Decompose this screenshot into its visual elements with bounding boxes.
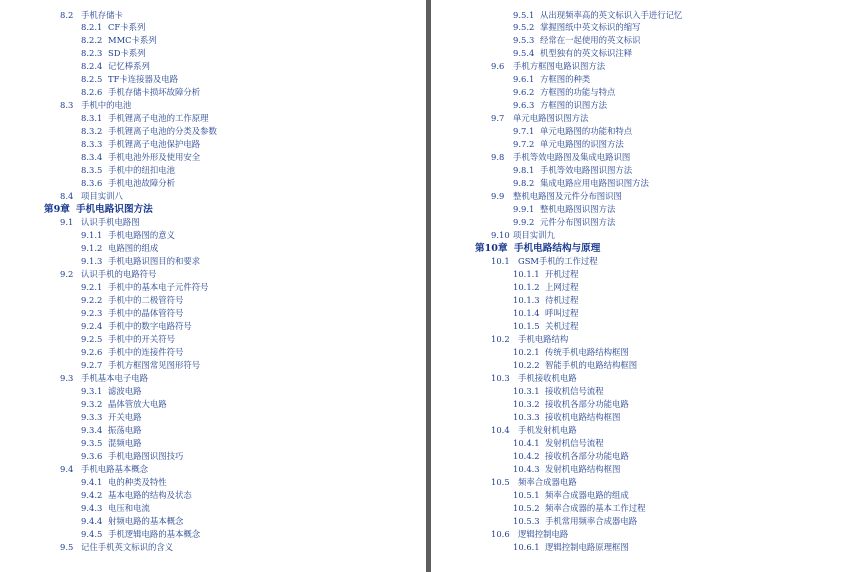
toc-section[interactable] — [431, 372, 861, 385]
toc-entry-number: 10.2.2 — [513, 359, 540, 370]
toc-entry-title: 开机过程 — [545, 269, 579, 280]
toc-section[interactable] — [431, 229, 861, 242]
toc-entry-number: 9.3.2 — [81, 398, 103, 409]
toc-entry-number: 9.7 — [491, 113, 505, 124]
toc-subsection[interactable] — [431, 9, 861, 22]
toc-entry-title: 晶体管放大电路 — [108, 398, 167, 409]
toc-entry-number: 8.2.5 — [81, 74, 103, 85]
toc-entry-number: 10.5.1 — [513, 489, 540, 500]
toc-subsection[interactable] — [0, 333, 426, 346]
toc-entry-number: 10.1.2 — [513, 282, 540, 293]
toc-subsection[interactable] — [0, 346, 426, 359]
toc-subsection[interactable] — [0, 359, 426, 372]
toc-entry-title: 接收机电路结构框图 — [545, 411, 621, 422]
toc-entry-title: 手机中的二极管符号 — [108, 295, 184, 306]
toc-entry-number: 10.1.5 — [513, 321, 540, 332]
toc-entry-number: 8.2.2 — [81, 35, 103, 46]
toc-entry-title: 射频电路的基本概念 — [108, 515, 184, 526]
toc-subsection[interactable] — [0, 476, 426, 489]
toc-subsection[interactable] — [0, 242, 426, 255]
toc-entry-title: 元件分布图识图方法 — [540, 217, 616, 228]
toc-entry-number: 9.6.1 — [513, 74, 535, 85]
toc-entry-title: 记住手机英文标识的含义 — [81, 541, 174, 552]
toc-entry-number: 8.3.2 — [81, 126, 103, 137]
toc-entry-title: GSM手机的工作过程 — [518, 256, 598, 267]
toc-entry-number: 10.3 — [491, 372, 510, 383]
toc-entry-number: 9.1.3 — [81, 256, 103, 267]
toc-entry-number: 9.4.2 — [81, 489, 103, 500]
toc-entry-number: 9.3.3 — [81, 411, 103, 422]
toc-subsection[interactable] — [431, 281, 861, 294]
toc-subsection[interactable] — [431, 437, 861, 450]
toc-entry-title: 单元电路图识图方法 — [513, 113, 589, 124]
toc-entry-title: 智能手机的电路结构框图 — [545, 359, 638, 370]
toc-subsection[interactable] — [431, 385, 861, 398]
toc-subsection[interactable] — [0, 151, 426, 164]
toc-entry-title: 手机方框图电路识图方法 — [513, 61, 606, 72]
toc-entry-title: 逻辑控制电路原理框图 — [545, 541, 629, 552]
toc-subsection[interactable] — [431, 138, 861, 151]
toc-subsection[interactable] — [0, 73, 426, 86]
toc-entry-number: 10.4 — [491, 424, 510, 435]
toc-entry-title: 手机中的连接件符号 — [108, 346, 184, 357]
toc-entry-title: 手机锂离子电池的工作原理 — [108, 113, 209, 124]
toc-entry-title: 电路图的组成 — [108, 243, 159, 254]
toc-entry-number: 9.7.2 — [513, 139, 535, 150]
toc-entry-number: 10.1 — [491, 256, 510, 267]
toc-entry-title: 手机电路识图方法 — [76, 204, 153, 216]
toc-entry-number: 9.4.1 — [81, 476, 103, 487]
toc-entry-title: 手机中的开关符号 — [108, 334, 175, 344]
toc-entry-number: 9.3.5 — [81, 437, 103, 448]
toc-entry-title: 待机过程 — [545, 295, 579, 306]
toc-subsection[interactable] — [431, 502, 861, 515]
toc-entry-number: 9.5.3 — [513, 35, 535, 46]
toc-entry-title: 手机电池故障分析 — [108, 178, 175, 189]
toc-entry-number: 10.4.3 — [513, 463, 540, 474]
toc-entry-title: 项目实训八 — [81, 191, 123, 202]
toc-entry-number: 8.2.3 — [81, 48, 103, 59]
toc-entry-title: 混频电路 — [108, 437, 142, 448]
toc-subsection[interactable] — [431, 47, 861, 60]
toc-subsection[interactable] — [431, 411, 861, 424]
toc-entry-title: 手机锂离子电池保护电路 — [108, 139, 201, 150]
toc-subsection[interactable] — [431, 99, 861, 112]
toc-entry-number: 9.6 — [491, 61, 505, 72]
toc-entry-number: 9.1.1 — [81, 230, 103, 241]
toc-subsection[interactable] — [0, 502, 426, 515]
toc-entry-number: 9.2.4 — [81, 321, 103, 332]
toc-entry-title: 手机等效电路图识图方法 — [540, 165, 633, 176]
toc-entry-number: 10.3.2 — [513, 398, 540, 409]
toc-entry-title: 手机等效电路图及集成电路识图 — [513, 152, 631, 163]
toc-subsection[interactable] — [0, 138, 426, 151]
toc-subsection[interactable] — [431, 463, 861, 476]
toc-subsection[interactable] — [0, 411, 426, 424]
toc-section[interactable] — [431, 255, 861, 268]
toc-subsection[interactable] — [0, 255, 426, 268]
toc-entry-title: 手机电路图的意义 — [108, 230, 175, 241]
toc-entry-number: 9.3.4 — [81, 424, 103, 435]
toc-subsection[interactable] — [0, 294, 426, 307]
toc-entry-title: 手机发射机电路 — [518, 424, 577, 435]
toc-page-left — [0, 0, 426, 572]
toc-entry-number: 8.2.1 — [81, 22, 103, 33]
toc-entry-number: 8.3 — [60, 100, 74, 111]
toc-entry-number: 10.1.3 — [513, 295, 540, 306]
toc-entry-number: 9.2.5 — [81, 334, 103, 344]
toc-entry-number: 10.1.4 — [513, 308, 540, 319]
toc-chapter[interactable] — [0, 203, 426, 216]
toc-entry-title: 手机中的晶体管符号 — [108, 308, 184, 319]
toc-subsection[interactable] — [431, 346, 861, 359]
toc-entry-title: 手机基本电子电路 — [81, 372, 148, 383]
toc-entry-number: 10.2.1 — [513, 346, 540, 357]
toc-entry-title: 电的种类及特性 — [108, 476, 167, 487]
toc-entry-number: 9.9 — [491, 191, 505, 202]
toc-entry-number: 10.1.1 — [513, 269, 540, 280]
toc-entry-number: 8.3.4 — [81, 152, 103, 163]
toc-entry-number: 9.3.6 — [81, 450, 103, 461]
toc-entry-number: 9.8.2 — [513, 178, 535, 189]
toc-subsection[interactable] — [431, 73, 861, 86]
toc-entry-number: 9.9.1 — [513, 204, 535, 215]
toc-entry-title: 从出现频率高的英文标识入手进行记忆 — [540, 9, 683, 20]
toc-subsection[interactable] — [0, 125, 426, 138]
toc-entry-title: 手机中的纽扣电池 — [108, 165, 175, 176]
toc-entry-title: SD卡系列 — [108, 48, 146, 59]
toc-entry-title: 频率合成器电路 — [518, 476, 577, 487]
toc-section[interactable] — [0, 99, 426, 112]
toc-entry-number: 9.8.1 — [513, 165, 535, 176]
toc-entry-number: 10.4.2 — [513, 450, 540, 461]
toc-entry-number: 10.5.2 — [513, 502, 540, 513]
toc-entry-number: 9.3 — [60, 372, 74, 383]
toc-entry-title: 基本电路的结构及状态 — [108, 489, 192, 500]
toc-entry-title: 方框图的种类 — [540, 74, 591, 85]
toc-entry-number: 9.1.2 — [81, 243, 103, 254]
toc-entry-number: 8.2 — [60, 9, 74, 20]
toc-subsection[interactable] — [0, 424, 426, 437]
toc-entry-title: 发射机信号流程 — [545, 437, 604, 448]
toc-entry-title: 上网过程 — [545, 282, 579, 293]
toc-entry-title: 开关电路 — [108, 411, 142, 422]
toc-entry-title: 单元电路图的识图方法 — [540, 139, 624, 150]
toc-entry-number: 9.2.3 — [81, 308, 103, 319]
toc-entry-title: 手机逻辑电路的基本概念 — [108, 528, 201, 539]
toc-entry-number: 9.5.2 — [513, 22, 535, 33]
toc-entry-number: 9.6.2 — [513, 87, 535, 98]
toc-entry-title: 发射机电路结构框图 — [545, 463, 621, 474]
toc-entry-title: 手机电路图识图技巧 — [108, 450, 184, 461]
toc-subsection[interactable] — [0, 177, 426, 190]
toc-subsection[interactable] — [0, 450, 426, 463]
toc-entry-title: 传统手机电路结构框图 — [545, 346, 629, 357]
toc-subsection[interactable] — [0, 112, 426, 125]
toc-subsection[interactable] — [0, 34, 426, 47]
toc-section[interactable] — [431, 60, 861, 73]
toc-entry-title: 关机过程 — [545, 321, 579, 332]
toc-subsection[interactable] — [431, 541, 861, 554]
toc-entry-number: 9.10 — [491, 230, 510, 241]
toc-section[interactable] — [431, 424, 861, 437]
toc-subsection[interactable] — [431, 307, 861, 320]
toc-entry-title: 手机电路识图目的和要求 — [108, 256, 201, 267]
toc-entry-title: 单元电路图的功能和特点 — [540, 126, 633, 137]
toc-entry-title: 频率合成器的基本工作过程 — [545, 502, 646, 513]
toc-subsection[interactable] — [0, 281, 426, 294]
toc-subsection[interactable] — [0, 515, 426, 528]
toc-entry-title: 记忆棒系列 — [108, 61, 150, 72]
toc-entry-number: 9.5.4 — [513, 48, 535, 59]
toc-entry-title: 手机中的数字电路符号 — [108, 321, 192, 332]
toc-subsection[interactable] — [431, 34, 861, 47]
toc-entry-number: 10.6.1 — [513, 541, 540, 552]
toc-entry-number: 9.9.2 — [513, 217, 535, 228]
toc-entry-title: 集成电路应用电路图识图方法 — [540, 178, 649, 189]
toc-entry-number: 8.3.3 — [81, 139, 103, 150]
toc-chapter[interactable] — [431, 242, 861, 255]
toc-entry-title: 项目实训九 — [513, 230, 555, 241]
toc-entry-title: MMC卡系列 — [108, 35, 157, 46]
toc-entry-title: 手机电路结构 — [518, 334, 569, 344]
toc-subsection[interactable] — [0, 229, 426, 242]
toc-entry-title: 手机接收机电路 — [518, 372, 577, 383]
toc-subsection[interactable] — [0, 437, 426, 450]
toc-entry-title: 手机常用频率合成器电路 — [545, 515, 638, 526]
toc-entry-number: 9.1 — [60, 217, 74, 228]
toc-entry-number: 10.6 — [491, 528, 510, 539]
toc-entry-title: 经常在一起使用的英文标识 — [540, 35, 641, 46]
toc-subsection[interactable] — [0, 307, 426, 320]
toc-subsection[interactable] — [0, 385, 426, 398]
toc-entry-number: 第9章 — [44, 204, 70, 216]
toc-entry-title: 接收机各部分功能电路 — [545, 398, 629, 409]
toc-entry-number: 8.4 — [60, 191, 74, 202]
toc-section[interactable] — [0, 541, 426, 554]
toc-entry-title: 整机电路图及元件分布图识图 — [513, 191, 622, 202]
toc-subsection[interactable] — [0, 164, 426, 177]
toc-subsection[interactable] — [0, 47, 426, 60]
toc-section[interactable] — [0, 9, 426, 22]
toc-section[interactable] — [0, 216, 426, 229]
toc-entry-number: 9.2.2 — [81, 295, 103, 306]
toc-entry-number: 9.6.3 — [513, 100, 535, 111]
toc-subsection[interactable] — [0, 60, 426, 73]
toc-subsection[interactable] — [431, 489, 861, 502]
toc-entry-title: 方框图的识图方法 — [540, 100, 607, 111]
toc-subsection[interactable] — [431, 177, 861, 190]
toc-subsection[interactable] — [431, 125, 861, 138]
toc-entry-number: 9.7.1 — [513, 126, 535, 137]
toc-entry-title: 呼叫过程 — [545, 308, 579, 319]
toc-section[interactable] — [0, 463, 426, 476]
toc-page-right — [431, 0, 861, 572]
toc-entry-number: 8.3.5 — [81, 165, 103, 176]
toc-subsection[interactable] — [0, 489, 426, 502]
toc-entry-title: 认识手机电路图 — [81, 217, 140, 228]
toc-subsection[interactable] — [431, 359, 861, 372]
toc-entry-number: 9.3.1 — [81, 385, 103, 396]
toc-section[interactable] — [0, 268, 426, 281]
toc-section[interactable] — [431, 112, 861, 125]
toc-section[interactable] — [0, 190, 426, 203]
toc-entry-number: 10.3.3 — [513, 411, 540, 422]
toc-entry-number: 9.2.6 — [81, 346, 103, 357]
toc-subsection[interactable] — [0, 320, 426, 333]
toc-subsection[interactable] — [431, 216, 861, 229]
toc-entry-title: TF卡连接器及电路 — [108, 74, 179, 85]
toc-subsection[interactable] — [0, 21, 426, 34]
toc-entry-title: 手机电池外形及使用安全 — [108, 152, 201, 163]
toc-subsection[interactable] — [431, 164, 861, 177]
toc-entry-title: 手机电路基本概念 — [81, 463, 148, 474]
toc-entry-number: 9.2.1 — [81, 282, 103, 293]
toc-entry-title: 滤波电路 — [108, 385, 142, 396]
toc-section[interactable] — [431, 528, 861, 541]
toc-subsection[interactable] — [431, 21, 861, 34]
toc-subsection[interactable] — [0, 86, 426, 99]
toc-entry-title: 手机存储卡 — [81, 9, 123, 20]
toc-entry-title: 整机电路图识图方法 — [540, 204, 616, 215]
toc-entry-number: 9.4 — [60, 463, 74, 474]
toc-entry-title: 手机电路结构与原理 — [514, 243, 601, 255]
toc-entry-title: 掌握图纸中英文标识的缩写 — [540, 22, 641, 33]
toc-entry-number: 9.4.5 — [81, 528, 103, 539]
toc-section[interactable] — [431, 190, 861, 203]
toc-entry-number: 9.2 — [60, 269, 74, 280]
toc-entry-number: 10.3.1 — [513, 385, 540, 396]
toc-entry-number: 9.2.7 — [81, 359, 103, 370]
toc-subsection[interactable] — [0, 528, 426, 541]
toc-subsection[interactable] — [431, 203, 861, 216]
toc-entry-number: 8.2.4 — [81, 61, 103, 72]
toc-entry-number: 10.4.1 — [513, 437, 540, 448]
toc-entry-title: 手机方框图常见图形符号 — [108, 359, 201, 370]
toc-section[interactable] — [431, 151, 861, 164]
toc-entry-number: 9.4.4 — [81, 515, 103, 526]
toc-entry-number: 8.3.1 — [81, 113, 103, 124]
toc-entry-title: CF卡系列 — [108, 22, 146, 33]
toc-subsection[interactable] — [431, 320, 861, 333]
toc-subsection[interactable] — [431, 450, 861, 463]
toc-entry-title: 手机中的基本电子元件符号 — [108, 282, 209, 293]
toc-entry-number: 10.5 — [491, 476, 510, 487]
toc-entry-title: 手机中的电池 — [81, 100, 132, 111]
toc-entry-number: 9.8 — [491, 152, 505, 163]
toc-subsection[interactable] — [431, 86, 861, 99]
toc-entry-title: 手机存储卡损坏故障分析 — [108, 87, 201, 98]
toc-entry-number: 8.2.6 — [81, 87, 103, 98]
toc-entry-number: 10.2 — [491, 334, 510, 344]
toc-entry-number: 9.5 — [60, 541, 74, 552]
toc-entry-number: 10.5.3 — [513, 515, 540, 526]
toc-entry-title: 振荡电路 — [108, 424, 142, 435]
toc-entry-number: 8.3.6 — [81, 178, 103, 189]
toc-entry-title: 手机锂离子电池的分类及参数 — [108, 126, 217, 137]
toc-entry-title: 电压和电流 — [108, 502, 150, 513]
toc-entry-title: 机型独有的英文标识注释 — [540, 48, 633, 59]
toc-subsection[interactable] — [431, 515, 861, 528]
toc-section[interactable] — [0, 372, 426, 385]
toc-subsection[interactable] — [431, 398, 861, 411]
toc-entry-number: 9.5.1 — [513, 9, 535, 20]
toc-entry-title: 接收机信号流程 — [545, 385, 604, 396]
toc-entry-title: 方框图的功能与特点 — [540, 87, 616, 98]
toc-subsection[interactable] — [431, 268, 861, 281]
toc-section[interactable] — [431, 333, 861, 346]
toc-entry-number: 9.4.3 — [81, 502, 103, 513]
toc-entry-title: 接收机各部分功能电路 — [545, 450, 629, 461]
toc-subsection[interactable] — [0, 398, 426, 411]
toc-subsection[interactable] — [431, 294, 861, 307]
toc-entry-number: 第10章 — [475, 243, 508, 255]
toc-entry-title: 频率合成器电路的组成 — [545, 489, 629, 500]
toc-entry-title: 认识手机的电路符号 — [81, 269, 157, 280]
toc-section[interactable] — [431, 476, 861, 489]
toc-entry-title: 逻辑控制电路 — [518, 528, 569, 539]
